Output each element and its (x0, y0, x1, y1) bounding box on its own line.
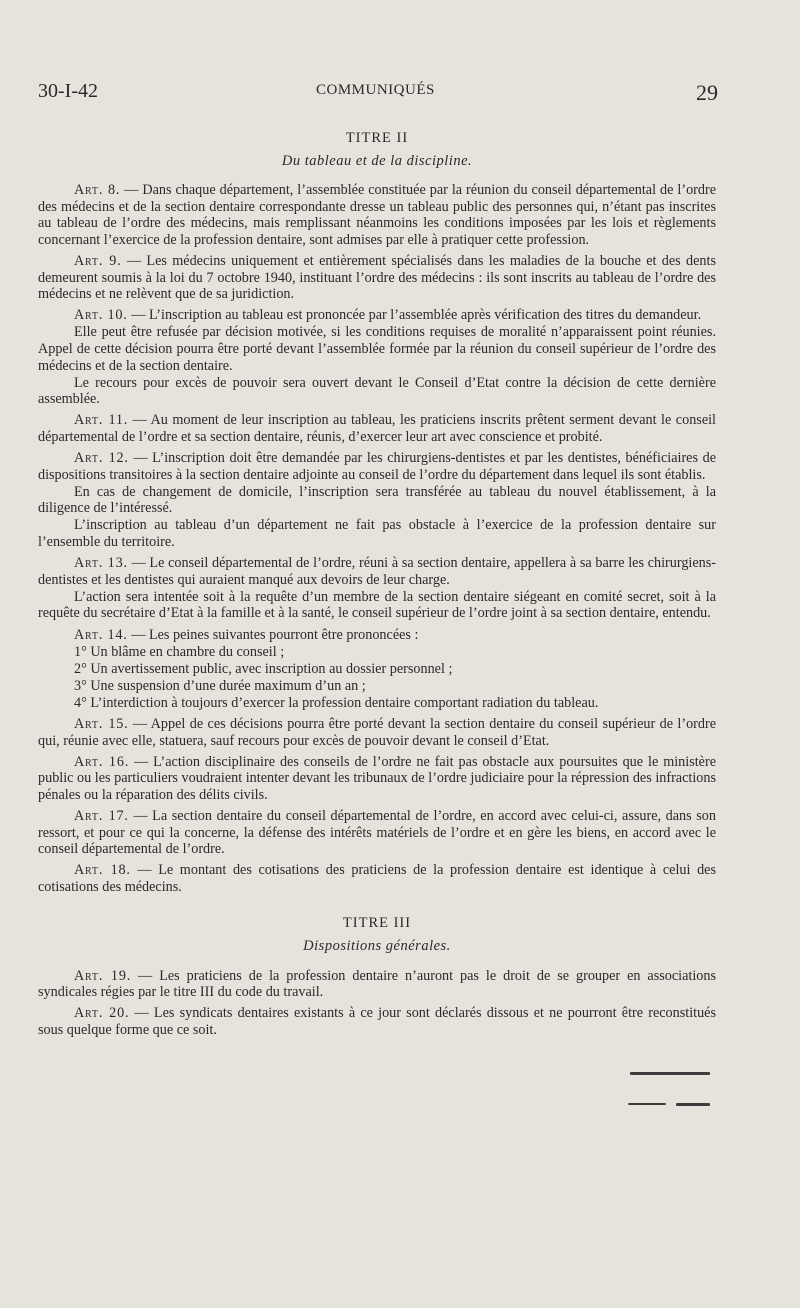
article-text: — Les syndicats dentaires existants à ce jour sont déclarés dissous et ne pourront être reconstitués sous quelque forme que ce soit. (38, 1005, 717, 1038)
header-date: 30-I-42 (38, 80, 98, 102)
ink-mark (628, 1103, 666, 1105)
article-12-paragraph-3: L’inscription au tableau d’un département ne fait pas obstacle à l’exercice de la profession dentaire sur l’ensemble du territoire. (38, 517, 716, 551)
article-10-paragraph-3: Le recours pour excès de pouvoir sera ouvert devant le Conseil d’Etat contre la décision de cette dernière assemblée. (38, 374, 716, 408)
article-text: — Les médecins uniquement et entièrement spécialisés dans les maladies de la bouche et des dents demeurent soumis à la loi du 7 octobre 1940, instituant l’ordre des médecins : ils sont inscrits au tableau de l’ordre des médecins et ne relèvent que de sa juridiction. (38, 253, 716, 303)
article-10 (38, 307, 716, 324)
titre-2-subtitle: Du tableau et de la discipline. (281, 152, 473, 169)
article-label: Art. 11. (74, 412, 129, 429)
article-label: Art. 9. (74, 253, 122, 270)
header-title: COMMUNIQUÉS (316, 82, 435, 98)
article-text: — Le montant des cotisations des praticiens de la profession dentaire est identique à celui des cotisations des médecins. (38, 862, 716, 895)
article-label: Art. 20. (74, 1005, 130, 1022)
article-18 (38, 862, 716, 895)
article-label: Art. 13. (74, 555, 128, 572)
article-15 (38, 716, 716, 749)
article-13 (38, 555, 716, 588)
article-label: Art. 14. (74, 626, 128, 643)
penalty-item-2: 2° Un avertissement public, avec inscription au dossier personnel ; (74, 660, 453, 677)
article-14 (38, 627, 716, 644)
titre-2-heading: TITRE II (345, 130, 409, 146)
article-12-paragraph-2: En cas de changement de domicile, l’inscription sera transférée au tableau du nouvel établissement, à la diligence de l’intéressé. (38, 483, 716, 517)
article-10-paragraph-2: Elle peut être refusée par décision motivée, si les conditions requises de moralité n’apparaissent point réunies. Appel de cette décision pourra être porté devant l’assemblée formée par la réunion du conseil supérieur de l’ordre des médecins et de la section dentaire. (38, 324, 716, 374)
article-text: — L’action disciplinaire des conseils de l’ordre ne fait pas obstacle aux poursuites que le ministère public ou les particuliers voudraient intenter devant les tribunaux de l’ordre judiciaire pour la répression des infractions pénales ou la réparation des délits civils. (38, 753, 716, 803)
titre-3-subtitle: Dispositions générales. (303, 938, 451, 955)
penalty-item-4: 4° L’interdiction à toujours d’exercer la profession dentaire comportant radiation du tableau. (74, 694, 599, 711)
article-text: — Les praticiens de la profession dentaire n’auront pas le droit de se grouper en associations syndicales régies par le titre III du code du travail. (38, 967, 716, 1001)
article-label: Art. 18. (74, 862, 131, 879)
penalty-item-3: 3° Une suspension d’une durée maximum d’un an ; (74, 677, 366, 694)
article-label: Art. 17. (74, 807, 129, 824)
ink-mark (676, 1103, 710, 1106)
article-text: — Le conseil départemental de l’ordre, réuni à sa section dentaire, appellera à sa barre les chirurgiens-dentistes et les dentistes qui auraient manqué aux devoirs de leur charge. (38, 555, 716, 588)
article-text: — L’inscription au tableau est prononcée par l’assemblée après vérification des titres du demandeur. (127, 307, 702, 324)
article-text: — Appel de ces décisions pourra être porté devant la section dentaire du conseil supérieur de l’ordre qui, réunie avec elle, statuera, sauf recours pour excès de pouvoir devant le conseil d’Etat. (38, 716, 717, 749)
article-8 (38, 182, 716, 248)
article-label: Art. 12. (74, 450, 129, 467)
page-body (38, 130, 716, 1043)
article-17 (38, 808, 716, 858)
article-20 (38, 1005, 716, 1038)
article-text: — La section dentaire du conseil départemental de l’ordre, en accord avec celui-ci, assure, dans son ressort, et pour ce qui la concerne, la défense des intérêts matériels de l’ordre et en gère les biens, en accord avec le conseil départemental de l’ordre. (38, 807, 716, 858)
article-label: Art. 15. (74, 716, 129, 732)
page-header (38, 80, 718, 104)
article-label: Art. 16. (74, 753, 130, 770)
article-text: — Dans chaque département, l’assemblée constituée par la réunion du conseil départemental de l’ordre des médecins et de la section dentaire correspondante dresse un tableau public des personnes qui, n’étant pas inscrites au tableau de l’ordre des médecins, mais remplissant néanmoins les conditions imposées par les lois et règlements concernant l’exercice de la profession dentaire, sont admises par elle à pratiquer cette profession. (38, 182, 717, 248)
article-label: Art. 19. (74, 967, 132, 984)
penalty-item-1: 1° Un blâme en chambre du conseil ; (74, 643, 285, 660)
article-text: — Les peines suivantes pourront être prononcées : (127, 626, 419, 643)
ink-mark (630, 1072, 710, 1075)
article-11 (38, 412, 716, 445)
titre-3-heading: TITRE III (342, 915, 412, 932)
article-12 (38, 450, 716, 483)
article-13-paragraph-2: L’action sera intentée soit à la requête d’un membre de la section dentaire siégeant en comité secret, soit à la requête du secrétaire d’Etat à la famille et à la santé, le conseil supérieur de l’ordre joint à sa section dentaire, entendu. (38, 588, 716, 622)
article-text: — Au moment de leur inscription au tableau, les praticiens inscrits prêtent serment devant le conseil départemental de l’ordre et sa section dentaire, réunis, d’exercer leur art avec conscience et probité. (38, 412, 716, 445)
article-label: Art. 10. (74, 307, 128, 324)
article-19 (38, 968, 716, 1001)
article-text: — L’inscription doit être demandée par les chirurgiens-dentistes et par les dentistes, bénéficiaires de dispositions transitoires à la section dentaire adjointe au conseil de l’ordre du département dans lequel ils sont établis. (38, 450, 716, 483)
article-9 (38, 253, 716, 303)
article-label: Art. 8. (74, 182, 121, 199)
article-16 (38, 754, 716, 804)
page-number: 29 (696, 80, 718, 105)
